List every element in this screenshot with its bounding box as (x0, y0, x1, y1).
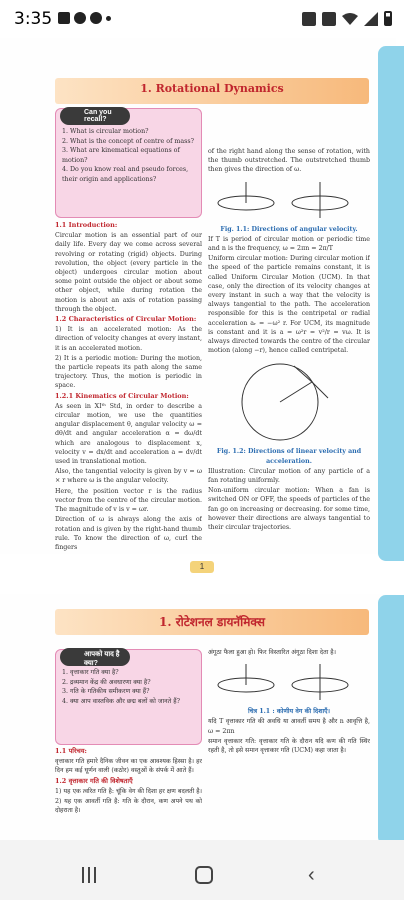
paragraph: Here, the position vector r is the radius vector from the centre of the circular motion. The magnitude of v is v = ωr. (55, 487, 202, 514)
paragraph: 2) It is a periodic motion: During the motion, the particle repeats its path along the same trajectory. Thus, the motion is periodic in space. (55, 354, 202, 390)
page-side-tab (378, 595, 404, 840)
paragraph: Direction of ω is always along the axis of rotation and is given by the right-hand thumb rule. To know the direction of ω, curl the fingers (55, 516, 202, 551)
figure-caption: Fig. 1.1: Directions of angular velocity. (220, 225, 358, 233)
text-column-left (55, 221, 202, 557)
paragraph: 1) यह एक त्वरित गति है: चूंकि वेग की दिशा हर क्षण बदलती है। (55, 787, 202, 795)
paragraph: of the right hand along the sense of rotation, with the thumb outstretched. The outstretched thumb then gives the direction of ω. (208, 148, 370, 174)
recall-item: 2. What is the concept of centre of mass? (62, 137, 194, 145)
recall-list (62, 668, 195, 706)
section-heading: 1.2 Characteristics of Circular Motion: (55, 315, 197, 324)
status-system-icons (302, 11, 392, 26)
recall-box (55, 649, 202, 745)
paragraph: Non-uniform circular motion: When a fan is switched ON or OFF, the speeds of particles of the fan go on increasing or decreasing. for some time, however their directions are always tangential to their circular trajectories. (208, 487, 370, 532)
status-time: 3:35 (14, 9, 53, 29)
figure-caption: चित्र 1.1 : कोणीय वेग की दिशाएँ। (247, 708, 331, 716)
recall-item: 4. Do you know real and pseudo forces, their origin and applications? (62, 166, 189, 183)
paragraph: If T is period of circular motion or periodic time and n is the frequency, ω = 2πn = 2π/T (208, 235, 370, 253)
text-column-right (208, 648, 370, 840)
paragraph: 2) यह एक आवर्ती गति है: गति के दौरान, कण अपने पथ को दोहराता है। (55, 798, 202, 815)
navigation-bar (0, 840, 404, 900)
status-bar (0, 0, 404, 38)
recall-item: 2. द्रव्यमान केंद्र की अवधारणा क्या है? (62, 678, 151, 686)
paragraph: यदि T वृत्ताकार गति की अवधि या आवर्ती समय है और n आवृत्ति है, ω = 2πn (208, 718, 370, 735)
paragraph: 1) It is an accelerated motion: As the direction of velocity changes at every instant, it is an accelerated motion. (55, 326, 202, 352)
chapter-title: 1. Rotational Dynamics (140, 82, 284, 95)
paragraph: Also, the tangential velocity is given by v = ω × r where ω is the angular velocity. (55, 468, 202, 485)
recall-list (62, 127, 195, 184)
battery-icon (384, 11, 392, 26)
mute-icon (322, 12, 336, 26)
section-heading: 1.1 परिचय: (55, 747, 87, 755)
paragraph: अंगूठा फैला हुआ हो। फिर विस्तारित अंगूठा दिशा देता है। (208, 649, 337, 656)
recall-title: Can you recall? (84, 109, 112, 123)
recall-item: 1. What is circular motion? (62, 128, 149, 135)
facebook-icon (90, 12, 102, 24)
paragraph: वृत्ताकार गति हमारे दैनिक जीवन का एक आवश्यक हिस्सा है। हर दिन हम कई घूर्णन वाली (कठोर) वस्तुओं के संपर्क में आते हैं। (55, 758, 202, 775)
vibrate-icon (302, 12, 316, 26)
page-number: 1 (190, 561, 214, 573)
chapter-title-bar (55, 609, 369, 635)
chapter-title: 1. रोटेशनल डायनॅमिक्स (159, 615, 265, 629)
recall-box (55, 108, 202, 218)
figure-rings-diagram (208, 178, 358, 222)
notification-dot-icon (106, 16, 111, 21)
youtube-icon (74, 12, 86, 24)
recall-item: 3. What are kinematical equations of motion? (62, 147, 180, 164)
paragraph: समान वृत्ताकार गति: वृत्ताकार गति के दौरान यदि कण की गति स्थिर रहती है, तो इसे समान वृत्ताकार गति (UCM) कहा जाता है। (208, 737, 370, 755)
recall-title: आपको याद है क्या? (84, 651, 120, 667)
figure-rings-diagram (208, 660, 358, 704)
page-side-tab (378, 46, 404, 561)
recall-header (60, 648, 130, 666)
text-column-left (55, 747, 202, 840)
status-notification-icons (58, 12, 111, 24)
back-icon[interactable]: ‹ (308, 864, 315, 886)
paragraph: Illustration: Circular motion of any particle of a fan rotating uniformly. (208, 467, 370, 485)
text-column-right (208, 147, 370, 557)
chapter-title-bar (55, 78, 369, 104)
recall-item: 1. वृत्ताकार गति क्या है? (62, 669, 119, 676)
wifi-icon (342, 12, 358, 26)
paragraph: As seen in XIᵗʰ Std, in order to describe a circular motion, we use the quantities angular displacement θ, angular velocity ω = dθ/dt and angular acceleration α = dω/dt which are analogous to displacement x, velocity v = dx/dt and acceleration a = dv/dt used in translational motion. (55, 402, 202, 466)
paragraph: Uniform circular motion: During circular motion if the speed of the particle remains constant, it is called Uniform Circular Motion (UCM). In that case, only the direction of its velocity changes at every instant in such a way that the velocity is always tangential to the path. The acceleration responsible for this is the centripetal or radial acceleration aᵣ = −ω² r. For UCM, its magnitude is constant and it is a = ω²r = v²/r = vω. It is always directed towards the centre of the circular motion (along −r), hence called centripetal. (208, 255, 370, 355)
recall-header (60, 107, 130, 125)
paragraph: Circular motion is an essential part of our daily life. Every day we come across several revolving or rotating (rigid) objects. During revolution, the object (every particle in the object) undergoes circular motion about some point outside the object or about some other object, while during rotation the motion is about an axis of rotation passing through the object. (55, 232, 202, 313)
recall-item: 4. क्या आप वास्तविक और छद्म बलों को जानते हैं? (62, 697, 180, 705)
section-heading: 1.1 Introduction: (55, 221, 118, 229)
figure-caption: Fig. 1.2: Directions of linear velocity and acceleration. (216, 448, 362, 465)
signal-icon (364, 12, 378, 26)
section-heading: 1.2 वृत्ताकार गति की विशेषताएँ (55, 776, 133, 785)
home-icon[interactable] (195, 866, 213, 884)
recall-item: 3. गति के गतिकीय समीकरण क्या हैं? (62, 688, 150, 695)
recent-apps-icon[interactable] (82, 867, 96, 883)
figure-circle-diagram (208, 358, 358, 444)
gallery-icon (58, 12, 70, 24)
document-viewer[interactable] (0, 38, 404, 840)
section-heading: 1.2.1 Kinematics of Circular Motion: (55, 391, 189, 400)
